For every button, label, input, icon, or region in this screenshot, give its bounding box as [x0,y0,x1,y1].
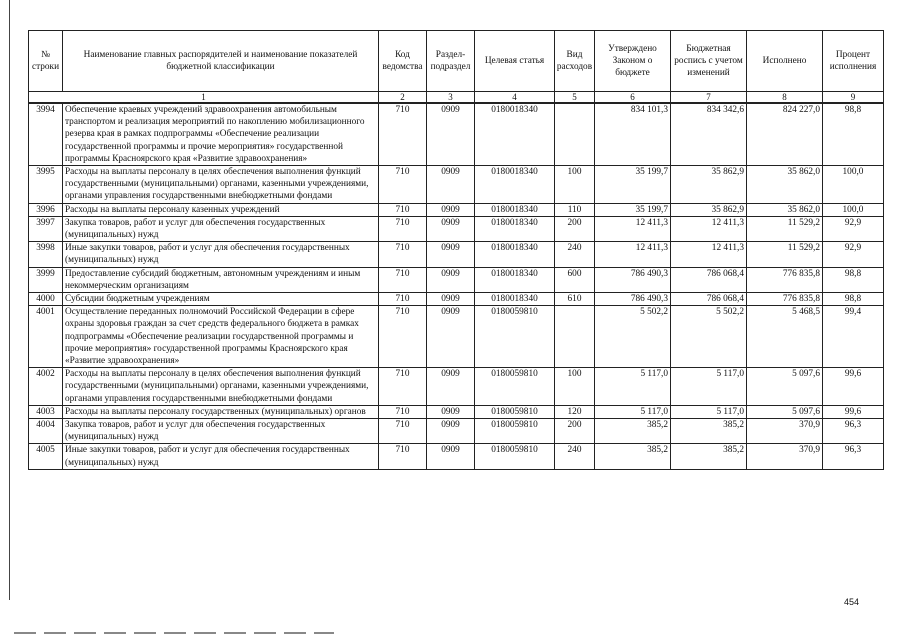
row-number: 4001 [29,306,63,368]
table-body [29,92,884,470]
row-dept-code: 710 [379,405,427,418]
row-dept-code: 710 [379,419,427,444]
column-number: 5 [555,92,595,104]
row-percent: 98,8 [823,103,884,166]
row-section: 0909 [427,368,475,406]
row-percent: 92,9 [823,242,884,267]
row-name: Иные закупки товаров, работ и услуг для обеспечения государственных (муниципальных) нужд [63,242,379,267]
row-executed: 5 097,6 [747,368,823,406]
row-percent: 96,3 [823,419,884,444]
row-budget-list: 5 117,0 [671,368,747,406]
row-name: Иные закупки товаров, работ и услуг для обеспечения государственных (муниципальных) нужд [63,444,379,469]
column-number: 3 [427,92,475,104]
table-row [29,242,884,267]
row-number: 3994 [29,103,63,166]
table-row [29,444,884,469]
row-number: 3998 [29,242,63,267]
row-percent: 99,4 [823,306,884,368]
row-number: 4004 [29,419,63,444]
row-expense-type: 110 [555,203,595,216]
row-section: 0909 [427,203,475,216]
row-section: 0909 [427,267,475,292]
row-budget-list: 12 411,3 [671,216,747,241]
row-number: 3997 [29,216,63,241]
row-executed: 35 862,0 [747,203,823,216]
row-expense-type: 200 [555,216,595,241]
row-section: 0909 [427,419,475,444]
row-percent: 98,8 [823,293,884,306]
row-dept-code: 710 [379,306,427,368]
header-expense-type: Вид расходов [555,31,595,92]
row-name: Расходы на выплаты персоналу государственных (муниципальных) органов [63,405,379,418]
table-row [29,306,884,368]
row-expense-type: 200 [555,419,595,444]
header-executed: Исполнено [747,31,823,92]
row-name: Закупка товаров, работ и услуг для обеспечения государственных (муниципальных) нужд [63,216,379,241]
row-approved: 5 117,0 [595,368,671,406]
row-executed: 370,9 [747,419,823,444]
table-row [29,293,884,306]
row-budget-list: 834 342,6 [671,103,747,166]
row-name: Осуществление переданных полномочий Российской Федерации в сфере охраны здоровья граждан за счет средств федерального бюджета в рамках подпрограммы «Обеспечение реализации государственной программы и прочие мероприятия» государственной программы Красноярского края «Развитие здравоохранения» [63,306,379,368]
row-number: 4003 [29,405,63,418]
row-section: 0909 [427,444,475,469]
row-expense-type: 610 [555,293,595,306]
header-target-article: Целевая статья [475,31,555,92]
row-percent: 99,6 [823,405,884,418]
row-number: 4005 [29,444,63,469]
table-row [29,267,884,292]
row-executed: 776 835,8 [747,293,823,306]
row-target-article: 0180018340 [475,166,555,204]
header-dept-code: Код ведомства [379,31,427,92]
row-executed: 5 097,6 [747,405,823,418]
row-target-article: 0180059810 [475,368,555,406]
row-name: Предоставление субсидий бюджетным, автономным учреждениям и иным некоммерческим организациям [63,267,379,292]
row-dept-code: 710 [379,242,427,267]
binding-margin-line [9,0,10,600]
row-budget-list: 385,2 [671,419,747,444]
row-target-article: 0180018340 [475,203,555,216]
row-dept-code: 710 [379,293,427,306]
header-row-no: № строки [29,31,63,92]
table-row [29,166,884,204]
column-number: 7 [671,92,747,104]
row-budget-list: 35 862,9 [671,166,747,204]
row-budget-list: 385,2 [671,444,747,469]
row-percent: 100,0 [823,166,884,204]
row-name: Обеспечение краевых учреждений здравоохранения автомобильным транспортом и реализация мероприятий по накоплению мобилизационного резерва края в рамках подпрограммы «Обеспечение реализации государственной программы и прочие мероприятия» государственной программы Красноярского края «Развитие здравоохранения» [63,103,379,166]
row-budget-list: 786 068,4 [671,267,747,292]
header-approved: Утверждено Законом о бюджете [595,31,671,92]
row-approved: 35 199,7 [595,203,671,216]
row-section: 0909 [427,293,475,306]
row-number: 3999 [29,267,63,292]
row-number: 3995 [29,166,63,204]
row-percent: 98,8 [823,267,884,292]
row-target-article: 0180018340 [475,216,555,241]
table-row [29,419,884,444]
table-row [29,216,884,241]
row-name: Субсидии бюджетным учреждениям [63,293,379,306]
column-number: 6 [595,92,671,104]
row-approved: 35 199,7 [595,166,671,204]
row-dept-code: 710 [379,203,427,216]
row-percent: 92,9 [823,216,884,241]
row-expense-type: 600 [555,267,595,292]
header-budget-list: Бюджетная роспись с учетом изменений [671,31,747,92]
column-number: 2 [379,92,427,104]
row-target-article: 0180018340 [475,103,555,166]
row-budget-list: 786 068,4 [671,293,747,306]
row-dept-code: 710 [379,444,427,469]
row-expense-type: 240 [555,242,595,267]
row-expense-type: 100 [555,166,595,204]
row-approved: 385,2 [595,419,671,444]
row-target-article: 0180059810 [475,306,555,368]
row-name: Расходы на выплаты персоналу в целях обеспечения выполнения функций государственными (муниципальными) органами, казенными учреждениями, органами управления государственными внебюджетными фондами [63,166,379,204]
row-dept-code: 710 [379,368,427,406]
row-approved: 5 117,0 [595,405,671,418]
row-target-article: 0180018340 [475,267,555,292]
row-name: Расходы на выплаты персоналу казенных учреждений [63,203,379,216]
row-approved: 5 502,2 [595,306,671,368]
row-budget-list: 5 502,2 [671,306,747,368]
row-executed: 11 529,2 [747,216,823,241]
budget-execution-table [28,30,884,470]
row-target-article: 0180018340 [475,293,555,306]
row-expense-type: 100 [555,368,595,406]
row-approved: 385,2 [595,444,671,469]
scan-edge-mark [14,632,334,634]
row-approved: 12 411,3 [595,242,671,267]
row-expense-type: 120 [555,405,595,418]
row-dept-code: 710 [379,103,427,166]
row-budget-list: 12 411,3 [671,242,747,267]
page-number: 454 [843,597,859,607]
row-dept-code: 710 [379,216,427,241]
row-section: 0909 [427,306,475,368]
row-executed: 824 227,0 [747,103,823,166]
table-row [29,368,884,406]
row-executed: 35 862,0 [747,166,823,204]
header-name: Наименование главных распорядителей и наименование показателей бюджетной классификации [63,31,379,92]
row-approved: 786 490,3 [595,293,671,306]
row-executed: 11 529,2 [747,242,823,267]
column-number-row [29,92,884,104]
row-executed: 776 835,8 [747,267,823,292]
row-number: 4002 [29,368,63,406]
row-section: 0909 [427,405,475,418]
row-target-article: 0180018340 [475,242,555,267]
table-header-row [29,31,884,92]
column-number: 1 [29,92,379,104]
row-percent: 96,3 [823,444,884,469]
row-dept-code: 710 [379,166,427,204]
table-row [29,203,884,216]
row-number: 3996 [29,203,63,216]
row-approved: 786 490,3 [595,267,671,292]
row-budget-list: 35 862,9 [671,203,747,216]
row-expense-type [555,103,595,166]
row-target-article: 0180059810 [475,405,555,418]
header-percent: Процент исполнения [823,31,884,92]
row-section: 0909 [427,166,475,204]
row-percent: 99,6 [823,368,884,406]
row-budget-list: 5 117,0 [671,405,747,418]
row-executed: 5 468,5 [747,306,823,368]
row-target-article: 0180059810 [475,419,555,444]
row-section: 0909 [427,216,475,241]
row-approved: 834 101,3 [595,103,671,166]
table-row [29,103,884,166]
row-section: 0909 [427,242,475,267]
row-number: 4000 [29,293,63,306]
header-section: Раздел-подраздел [427,31,475,92]
column-number: 9 [823,92,884,104]
row-expense-type: 240 [555,444,595,469]
row-percent: 100,0 [823,203,884,216]
row-expense-type [555,306,595,368]
row-target-article: 0180059810 [475,444,555,469]
row-name: Закупка товаров, работ и услуг для обеспечения государственных (муниципальных) нужд [63,419,379,444]
table-row [29,405,884,418]
row-approved: 12 411,3 [595,216,671,241]
row-executed: 370,9 [747,444,823,469]
column-number: 8 [747,92,823,104]
row-dept-code: 710 [379,267,427,292]
row-section: 0909 [427,103,475,166]
column-number: 4 [475,92,555,104]
row-name: Расходы на выплаты персоналу в целях обеспечения выполнения функций государственными (муниципальными) органами, казенными учреждениями, органами управления государственными внебюджетными фондами [63,368,379,406]
